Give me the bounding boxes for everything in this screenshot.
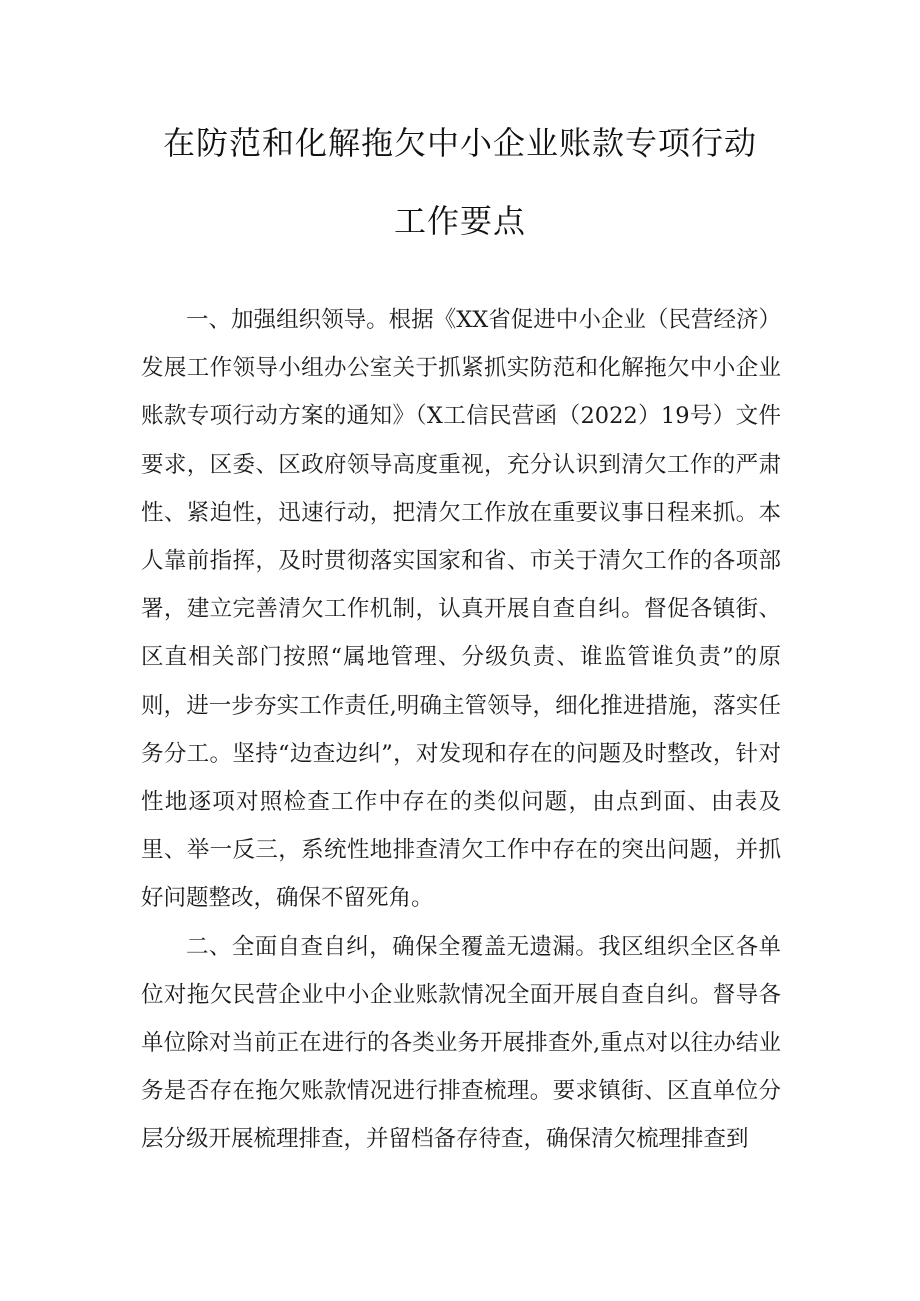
document-title-line-1: 在防范和化解拖欠中小企业账款专项行动 [162,124,757,162]
paragraph-self-inspection: 二、全面自查自纠，确保全覆盖无遗漏。我区组织全区各单位对拖欠民营企业中小企业账款情况全面开展自查自纠。督导各单位除对当前正在进行的各类业务开展排查外,重点对以往办结业务是否存在拖欠账款情况进行排查梳理。要求镇街、区直单位分层分级开展梳理排查，并留档备存待查，确保清欠梳理排查到 [141,933,781,1153]
document-title-line-2: 工作要点 [393,202,526,240]
document-body [141,296,781,1164]
paragraph-organization-leadership: 一、加强组织领导。根据《XX省促进中小企业（民营经济）发展工作领导小组办公室关于抓紧抓实防范和化解拖欠中小企业账款专项行动方案的通知》（X工信民营函（2022）19号）文件要求，区委、区政府领导高度重视，充分认识到清欠工作的严肃性、紧迫性，迅速行动，把清欠工作放在重要议事日程来抓。本人靠前指挥，及时贯彻落实国家和省、市关于清欠工作的各项部署，建立完善清欠工作机制，认真开展自查自纠。督促各镇街、区直相关部门按照“属地管理、分级负责、谁监管谁负责”的原则，进一步夯实工作责任,明确主管领导，细化推进措施，落实任务分工。坚持“边查边纠”，对发现和存在的问题及时整改，针对性地逐项对照检查工作中存在的类似问题，由点到面、由表及里、举一反三，系统性地排查清欠工作中存在的突出问题，并抓好问题整改，确保不留死角。 [141,307,781,912]
